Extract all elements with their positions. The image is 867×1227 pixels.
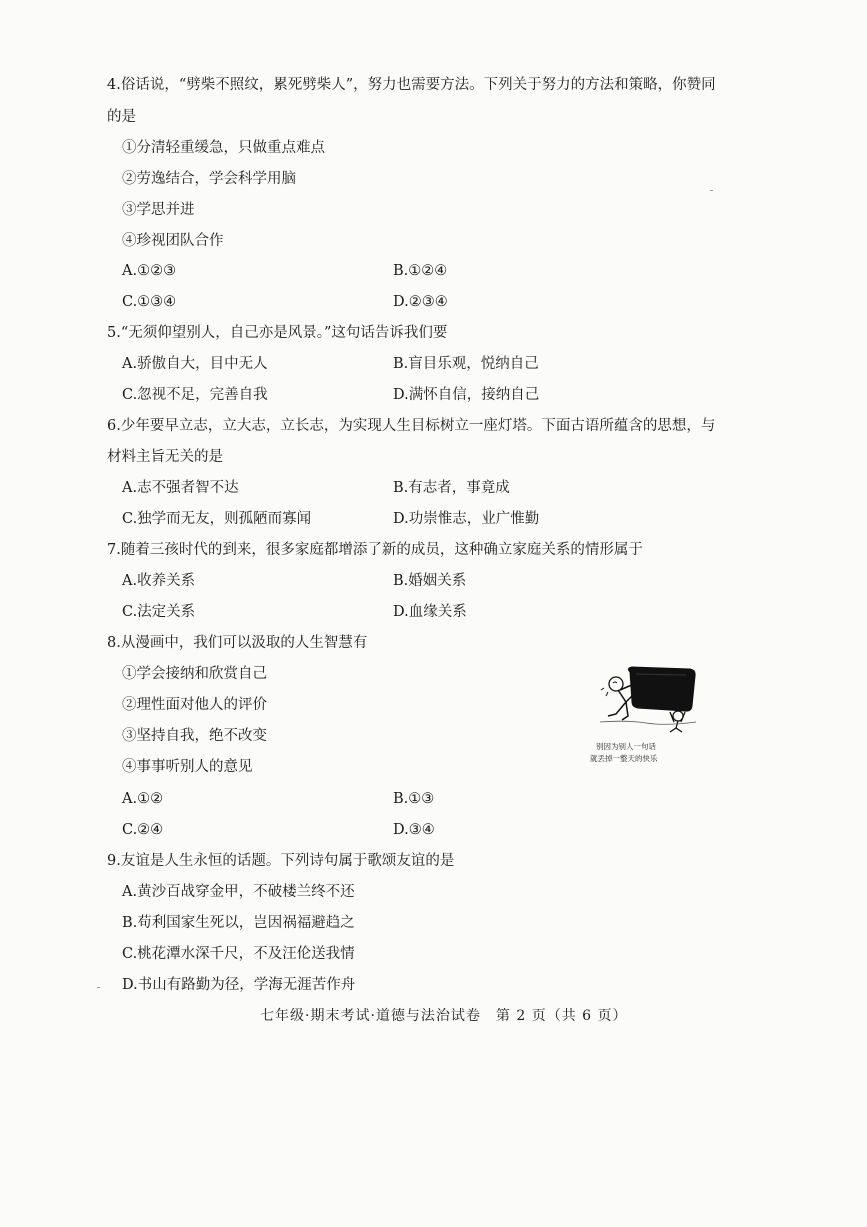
q7-option-b: B.婚姻关系 xyxy=(393,573,467,589)
q8-option-a: A.①② xyxy=(122,791,164,807)
scan-speck xyxy=(97,987,100,988)
q9-option-a: A.黄沙百战穿金甲，不破楼兰终不还 xyxy=(122,884,355,900)
q6-option-a: A.志不强者智不达 xyxy=(122,480,239,496)
q5-option-d: D.满怀自信，接纳自己 xyxy=(393,387,540,403)
q8-item-4: ④事事听别人的意见 xyxy=(122,759,253,775)
q7-stem: 7.随着三孩时代的到来，很多家庭都增添了新的成员，这种确立家庭关系的情形属于 xyxy=(107,542,643,558)
q9-option-d: D.书山有路勤为径，学海无涯苦作舟 xyxy=(122,977,356,993)
q5-option-a: A.骄傲自大，目中无人 xyxy=(122,356,268,372)
q8-option-b: B.①③ xyxy=(393,791,435,807)
comic-illustration xyxy=(586,662,704,772)
q6-option-c: C.独学而无友，则孤陋而寡闻 xyxy=(122,511,312,527)
q5-option-b: B.盲目乐观，悦纳自己 xyxy=(393,356,539,372)
q9-stem: 9.友谊是人生永恒的话题。下列诗句属于歌颂友谊的是 xyxy=(107,853,455,869)
q4-item-1: ①分清轻重缓急，只做重点难点 xyxy=(122,140,325,156)
q6-stem-line1: 6.少年要早立志，立大志，立长志，为实现人生目标树立一座灯塔。下面古语所蕴含的思想，与 xyxy=(107,418,716,434)
q9-option-b: B.苟利国家生死以，岂因祸福避趋之 xyxy=(122,915,355,931)
q4-option-b: B.①②④ xyxy=(393,263,448,279)
scan-speck xyxy=(710,190,713,191)
q8-option-c: C.②④ xyxy=(122,822,164,838)
q4-stem-line2: 的是 xyxy=(107,109,136,125)
q7-option-a: A.收养关系 xyxy=(122,573,196,589)
q9-option-c: C.桃花潭水深千尺，不及汪伦送我情 xyxy=(122,946,355,962)
q6-option-d: D.功崇惟志，业广惟勤 xyxy=(393,511,540,527)
q8-option-d: D.③④ xyxy=(393,822,435,838)
q4-option-c: C.①③④ xyxy=(122,294,177,310)
q8-stem: 8.从漫画中，我们可以汲取的人生智慧有 xyxy=(107,635,368,651)
q5-stem: 5.“无须仰望别人，自己亦是风景。”这句话告诉我们要 xyxy=(107,325,448,341)
comic-caption-line2: 就丢掉一整天的快乐 xyxy=(590,754,658,763)
q6-stem-line2: 材料主旨无关的是 xyxy=(107,449,223,465)
q5-option-c: C.忽视不足，完善自我 xyxy=(122,387,268,403)
q4-item-2: ②劳逸结合，学会科学用脑 xyxy=(122,171,296,187)
page-footer: 七年级·期末考试·道德与法治试卷 第 2 页（共 6 页） xyxy=(260,1008,628,1024)
q6-option-b: B.有志者，事竟成 xyxy=(393,480,510,496)
q7-option-c: C.法定关系 xyxy=(122,604,196,620)
q7-option-d: D.血缘关系 xyxy=(393,604,467,620)
comic-drawing xyxy=(586,662,704,734)
q4-item-4: ④珍视团队合作 xyxy=(122,233,224,249)
q4-option-a: A.①②③ xyxy=(122,263,177,279)
q4-option-d: D.②③④ xyxy=(393,294,448,310)
q4-stem-line1: 4.俗话说，“劈柴不照纹，累死劈柴人”，努力也需要方法。下列关于努力的方法和策略，你赞同 xyxy=(107,77,716,93)
q8-item-3: ③坚持自我，绝不改变 xyxy=(122,728,267,744)
q8-item-1: ①学会接纳和欣赏自己 xyxy=(122,666,267,682)
q8-item-2: ②理性面对他人的评价 xyxy=(122,697,267,713)
comic-caption-line1: 别因为别人一句话 xyxy=(596,742,656,751)
q4-item-3: ③学思并进 xyxy=(122,202,195,218)
